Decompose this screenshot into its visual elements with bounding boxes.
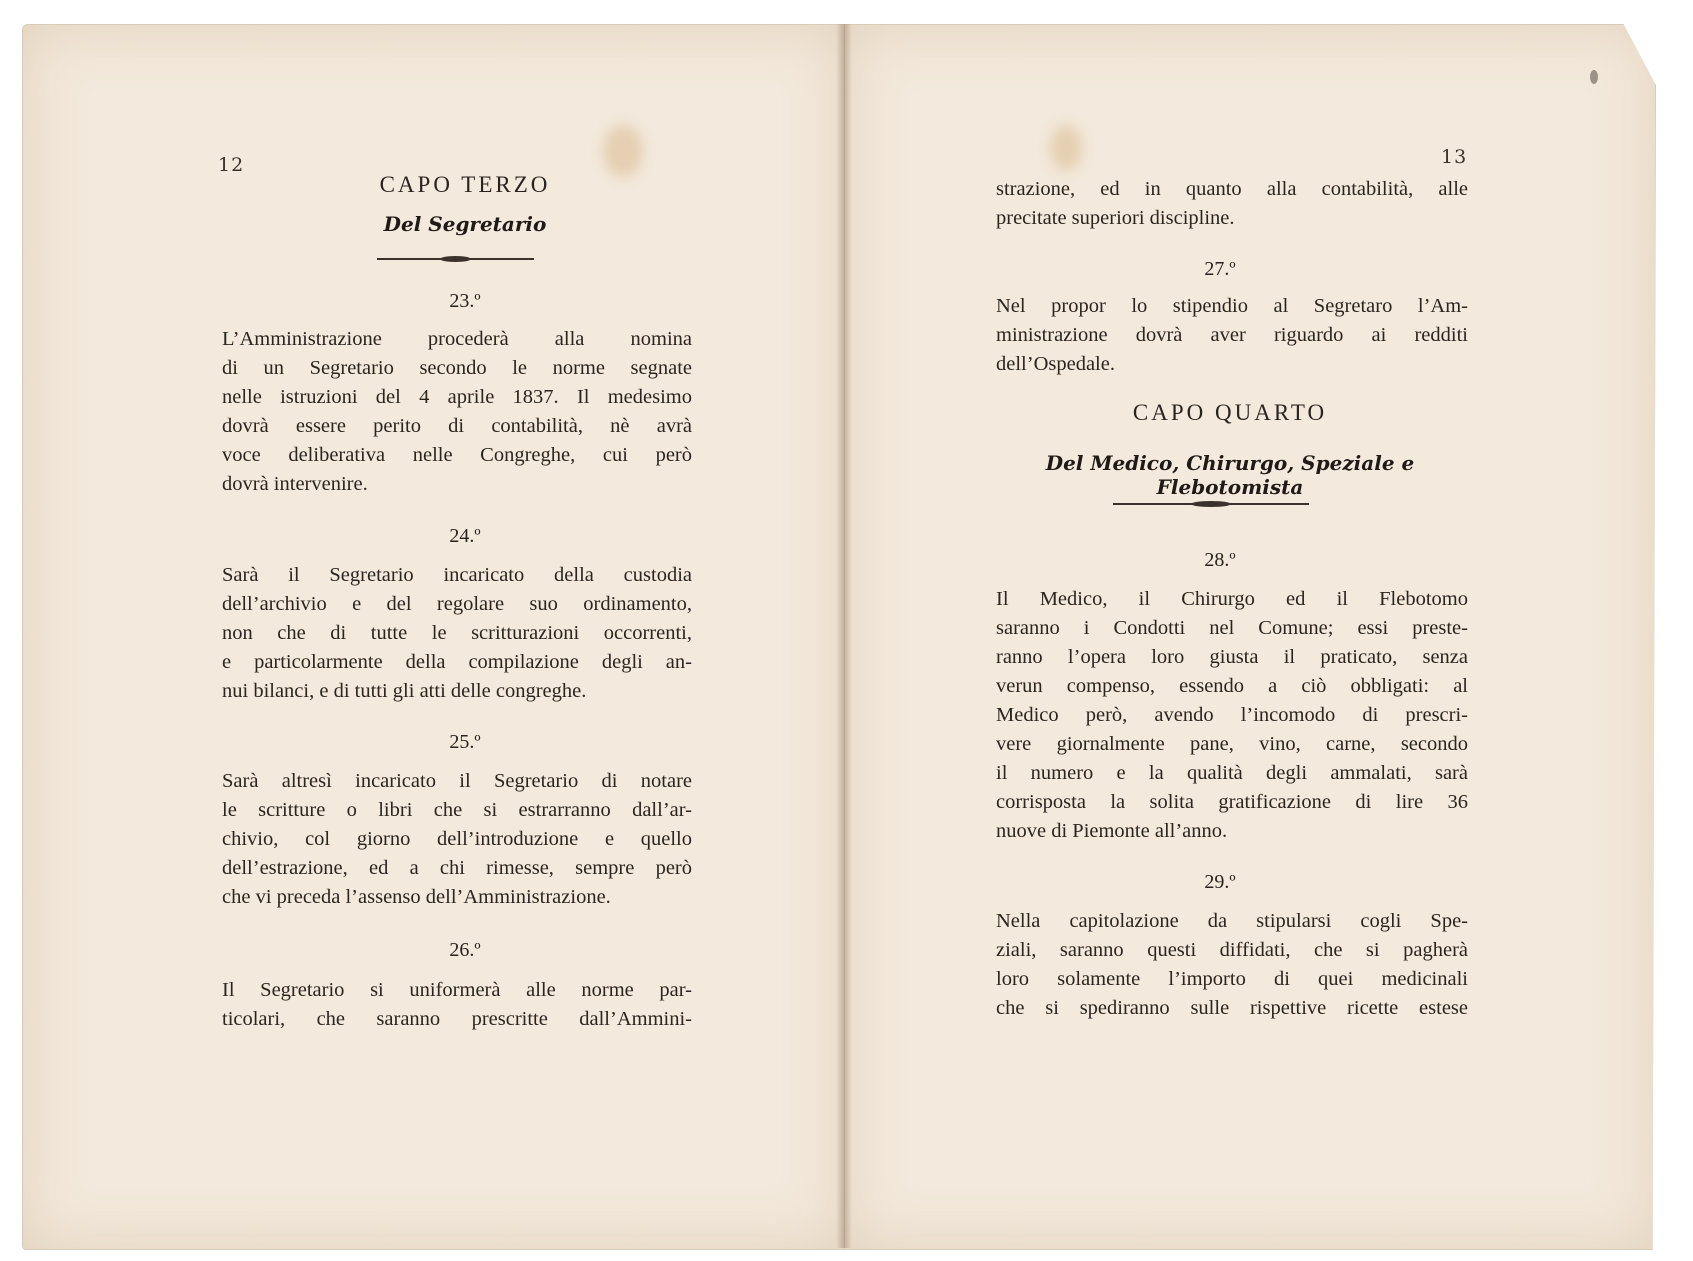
text-line: vere giornalmente pane, vino, carne, secondo	[996, 733, 1468, 755]
text-line: Sarà altresì incaricato il Segretario di notare	[222, 770, 692, 792]
article-number-25: 25.º	[449, 731, 481, 753]
text-line: Sarà il Segretario incaricato della custodia	[222, 564, 692, 586]
article-25-text	[222, 767, 692, 912]
text-line: ziali, saranno questi diffidati, che si pagherà	[996, 939, 1468, 961]
text-line: corrisposta la solita gratificazione di lire 36	[996, 791, 1468, 813]
article-number-29: 29.º	[1204, 871, 1236, 893]
text-line: verun compenso, essendo a ciò obbligati: al	[996, 675, 1468, 697]
article-29-text	[996, 907, 1468, 1023]
text-line: dovrà intervenire.	[222, 473, 368, 495]
text-line: le scritture o libri che si estrarranno dall’ar-	[222, 799, 692, 821]
text-line: nui bilanci, e di tutti gli atti delle congreghe.	[222, 680, 587, 702]
page-number-right: 13	[1441, 146, 1468, 168]
article-28-text	[996, 585, 1468, 846]
text-line: precitate superiori discipline.	[996, 207, 1235, 229]
text-line: il numero e la qualità degli ammalati, sarà	[996, 762, 1468, 784]
article-number-26: 26.º	[449, 939, 481, 961]
article-26-text	[222, 976, 692, 1034]
article-23-text	[222, 325, 692, 499]
text-line: Nella capitolazione da stipularsi cogli Spe-	[996, 910, 1468, 932]
foxing-stain	[1050, 125, 1082, 171]
text-line: Nel propor lo stipendio al Segretaro l’Am-	[996, 295, 1468, 317]
ink-mark	[1590, 70, 1598, 84]
continuation-text	[996, 175, 1468, 233]
text-line: ranno l’opera loro giusta il praticato, senza	[996, 646, 1468, 668]
text-line: e particolarmente della compilazione degli an-	[222, 651, 692, 673]
foxing-stain	[603, 125, 643, 177]
article-27-text	[996, 292, 1468, 379]
chapter-subtitle-right: Del Medico, Chirurgo, Speziale e Flebotomista	[1045, 451, 1415, 499]
text-line: nelle istruzioni del 4 aprile 1837. Il medesimo	[222, 386, 692, 408]
text-line: dell’Ospedale.	[996, 353, 1115, 375]
text-line: strazione, ed in quanto alla contabilità, alle	[996, 178, 1468, 200]
text-line: chivio, col giorno dell’introduzione e quello	[222, 828, 692, 850]
article-number-28: 28.º	[1204, 549, 1236, 571]
text-line: di un Segretario secondo le norme segnate	[222, 357, 692, 379]
text-line: dell’estrazione, ed a chi rimesse, sempre però	[222, 857, 692, 879]
book-gutter	[836, 24, 852, 1248]
text-line: Medico però, avendo l’incomodo di prescri-	[996, 704, 1468, 726]
article-number-24: 24.º	[449, 525, 481, 547]
text-line: dell’archivio e del regolare suo ordinamento,	[222, 593, 692, 615]
text-line: non che di tutte le scritturazioni occorrenti,	[222, 622, 692, 644]
text-line: ticolari, che saranno prescritte dall’Ammini-	[222, 1008, 692, 1030]
text-line: voce deliberativa nelle Congreghe, cui però	[222, 444, 692, 466]
article-24-text	[222, 561, 692, 706]
text-line: che si spediranno sulle rispettive ricette estese	[996, 997, 1468, 1019]
article-number-27: 27.º	[1204, 258, 1236, 280]
text-line: L’Amministrazione procederà alla nomina	[222, 328, 692, 350]
ornamental-rule	[377, 258, 534, 260]
text-line: loro solamente l’importo di quei medicinali	[996, 968, 1468, 990]
chapter-subtitle-left: Del Segretario	[383, 212, 547, 236]
page-number-left: 12	[218, 154, 245, 176]
article-number-23: 23.º	[449, 290, 481, 312]
chapter-title-right: CAPO QUARTO	[1132, 400, 1328, 425]
text-line: dovrà essere perito di contabilità, nè avrà	[222, 415, 692, 437]
text-line: Il Segretario si uniformerà alle norme par-	[222, 979, 692, 1001]
text-line: che vi preceda l’assenso dell’Amministrazione.	[222, 886, 611, 908]
text-line: Il Medico, il Chirurgo ed il Flebotomo	[996, 588, 1468, 610]
text-line: nuove di Piemonte all’anno.	[996, 820, 1228, 842]
text-line: saranno i Condotti nel Comune; essi preste-	[996, 617, 1468, 639]
text-line: ministrazione dovrà aver riguardo ai redditi	[996, 324, 1468, 346]
chapter-title-left: CAPO TERZO	[379, 172, 551, 197]
ornamental-rule	[1113, 503, 1309, 505]
